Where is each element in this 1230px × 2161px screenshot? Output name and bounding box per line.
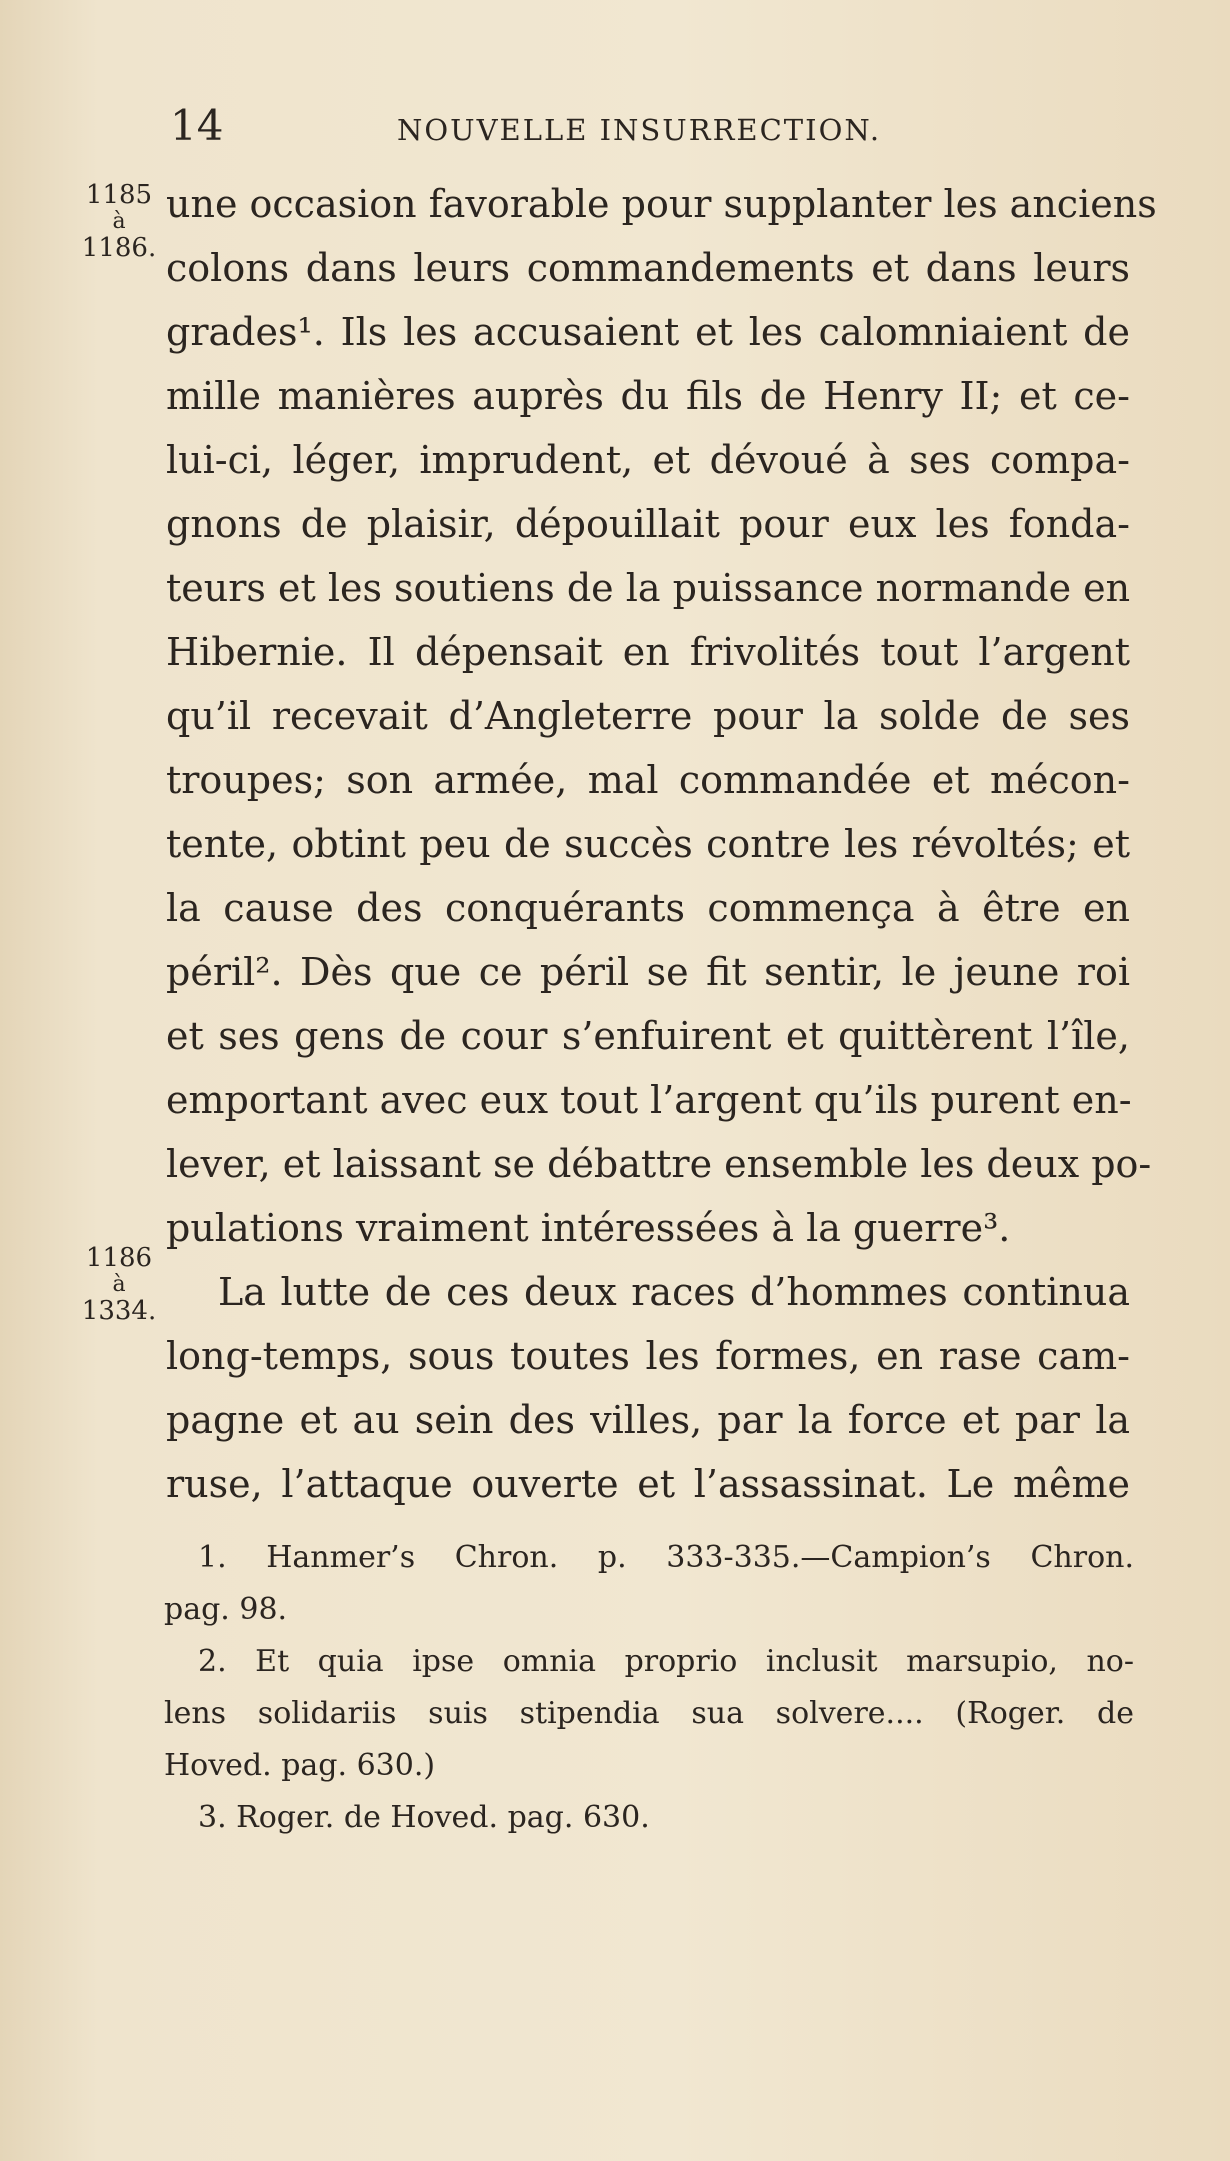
body-line: troupes; son armée, mal commandée et mécon- xyxy=(166,758,1130,802)
body-line: et ses gens de cour s’enfuirent et quittèrent l’île, xyxy=(166,1014,1130,1058)
footnotes xyxy=(164,1532,1134,1844)
footnote-line: lens solidariis suis stipendia sua solvere.... (Roger. de xyxy=(164,1696,1134,1731)
body-line: lever, et laissant se débattre ensemble les deux po- xyxy=(166,1142,1152,1186)
body-line: qu’il recevait d’Angleterre pour la solde de ses xyxy=(166,694,1130,738)
body-line: long-temps, sous toutes les formes, en rase cam- xyxy=(166,1334,1130,1378)
running-title: NOUVELLE INSURRECTION. xyxy=(397,113,882,147)
body-line: pagne et au sein des villes, par la force et par la xyxy=(166,1398,1130,1442)
margin-date-end: 1186. xyxy=(81,233,157,263)
body-line: grades¹. Ils les accusaient et les calomniaient de xyxy=(166,310,1130,354)
body-line: une occasion favorable pour supplanter les anciens xyxy=(166,182,1157,226)
page-number: 14 xyxy=(170,101,224,150)
footnote-line: 3. Roger. de Hoved. pag. 630. xyxy=(198,1800,650,1835)
margin-date-1185-1186 xyxy=(78,180,160,264)
body-line: lui-ci, léger, imprudent, et dévoué à ses compa- xyxy=(166,438,1130,482)
main-text xyxy=(166,172,1157,1516)
margin-date-start: 1185 xyxy=(85,180,153,210)
body-line: emportant avec eux tout l’argent qu’ils purent en- xyxy=(166,1078,1132,1122)
margin-date-end: 1334. xyxy=(81,1296,157,1326)
body-line: péril². Dès que ce péril se fit sentir, le jeune roi xyxy=(166,950,1130,994)
body-line: gnons de plaisir, dépouillait pour eux les fonda- xyxy=(166,502,1130,546)
margin-date-1186-1334 xyxy=(78,1243,160,1327)
body-line: ruse, l’attaque ouverte et l’assassinat. Le même xyxy=(166,1462,1130,1506)
footnote-line: pag. 98. xyxy=(164,1592,288,1627)
body-line: la cause des conquérants commença à être en xyxy=(166,886,1130,930)
body-line: La lutte de ces deux races d’hommes continua xyxy=(218,1270,1130,1314)
body-line: mille manières auprès du fils de Henry II; et ce- xyxy=(166,374,1130,418)
body-line: colons dans leurs commandements et dans leurs xyxy=(166,246,1130,290)
margin-date-start: 1186 xyxy=(85,1243,153,1273)
body-line: pulations vraiment intéressées à la guerre³. xyxy=(166,1206,1011,1250)
body-line: tente, obtint peu de succès contre les révoltés; et xyxy=(166,822,1130,866)
footnote-line: 1. Hanmer’s Chron. p. 333-335.—Campion’s Chron. xyxy=(198,1540,1134,1575)
footnote-line: 2. Et quia ipse omnia proprio inclusit marsupio, no- xyxy=(198,1644,1134,1679)
footnote-line: Hoved. pag. 630.) xyxy=(164,1748,436,1783)
margin-date-separator: à xyxy=(112,1272,126,1297)
body-line: Hibernie. Il dépensait en frivolités tout l’argent xyxy=(166,630,1130,674)
body-line: teurs et les soutiens de la puissance normande en xyxy=(166,566,1131,610)
margin-date-separator: à xyxy=(112,209,126,234)
page-header xyxy=(0,100,1230,152)
